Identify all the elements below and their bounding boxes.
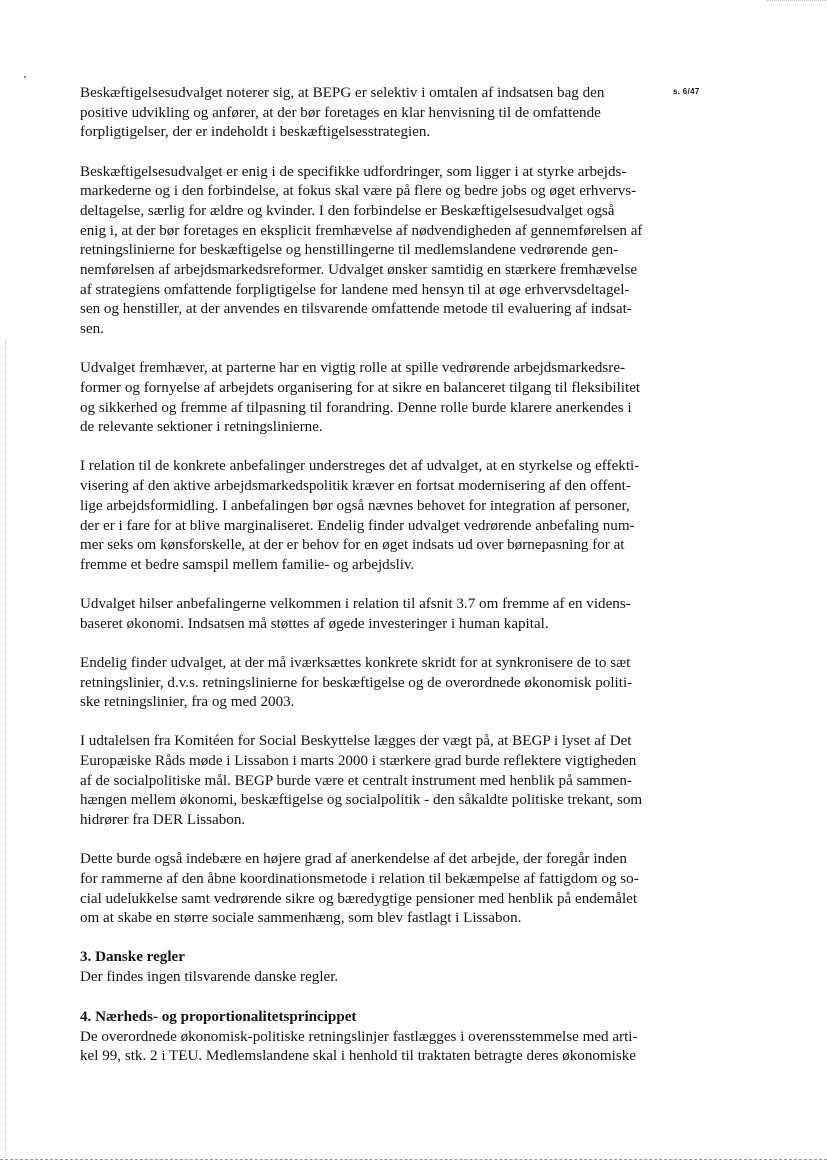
section-heading: 4. Nærheds- og proportionalitetsprincippet bbox=[80, 1008, 357, 1025]
paragraph: Dette burde også indebære en højere grad af anerkendelse af det arbejde, der foregår inden for rammerne af den åbne koordinationsmetode i relation til bekæmpelse af fattigdom og so- cial udelukkelse samt vedrørende sikre og bæredygtige pensioner med henblik på endemålet om at skabe en større sociale sammenhæng, som blev fastlagt i Lissabon. bbox=[80, 851, 639, 927]
scan-edge-line bbox=[0, 1159, 827, 1160]
section-body: Der findes ingen tilsvarende danske regler. bbox=[80, 969, 339, 986]
paragraph: Udvalget fremhæver, at parterne har en vigtig rolle at spille vedrørende arbejdsmarkedsre- former og fornyelse af arbejdets organisering for at sikre en balanceret tilgang til fleksibilitet og sikkerhed og fremme af tilpasning til forandring. Denne rolle burde klarere anerkendes i de relevante sektioner i retningslinierne. bbox=[80, 360, 641, 436]
paragraph: Udvalget hilser anbefalingerne velkommen i relation til afsnit 3.7 om fremme af en videns- baseret økonomi. Indsatsen må støttes af øgede investeringer i human kapital. bbox=[80, 596, 631, 632]
paragraph: I relation til de konkrete anbefalinger understreges det af udvalget, at en styrkelse og effekti- visering af den aktive arbejdsmarkedspolitik kræver en fortsat modernisering af den offent- lige arbejdsformidling. I anbefalingen bør også nævnes behovet for integration af personer, der er i fare for at blive marginaliseret. Endelig finder udvalget vedrørende anbefaling num- mer seks om kønsforskelle, at der er behov for en øget indsats ud over børnepasning for at fremme et bedre samspil mellem familie- og arbejdsliv. bbox=[80, 458, 640, 573]
paragraph: Beskæftigelsesudvalget noterer sig, at BEPG er selektiv i omtalen af indsatsen bag den positive udvikling og anfører, at der bør foretages en klar henvisning til de omfattende forpligtigelser, der er indeholdt i beskæftigelsesstrategien. bbox=[80, 85, 605, 141]
section-danske-regler bbox=[80, 948, 700, 987]
scan-artifact bbox=[767, 0, 827, 5]
scan-artifact bbox=[5, 340, 6, 1160]
page-number: s. 6/47 bbox=[673, 87, 700, 96]
document-body bbox=[80, 84, 700, 1087]
paragraph: Beskæftigelsesudvalget er enig i de specifikke udfordringer, som ligger i at styrke arbejds- markederne og i den forbindelse, at fokus skal være på flere og bedre jobs og øget erhvervs- deltagelse, særlig for ældre og kvinder. I den forbindelse er Beskæftigelsesudvalget også enig i, at der bør foretages en eksplicit fremhævelse af nødvendigheden af gennemførelsen af retningslinierne for beskæftigelse og henstillingerne til medlemslandene vedrørende gen- nemførelsen af arbejdsmarkedsreformer. Udvalget ønsker samtidig en stærkere fremhævelse af strategiens omfattende forpligtigelse for landene med hensyn til at øge erhvervsdeltagel- sen og henstiller, at der anvendes en tilsvarende omfattende metode til evaluering af indsat- sen. bbox=[80, 163, 643, 338]
paragraph: Endelig finder udvalget, at der må iværksættes konkrete skridt for at synkronisere de to sæt retningslinier, d.v.s. retningslinierne for beskæftigelse og de overordnede økonomisk politi- ske retningslinier, fra og med 2003. bbox=[80, 654, 633, 711]
scan-speck bbox=[24, 76, 26, 78]
paragraph: I udtalelsen fra Komitéen for Social Beskyttelse lægges der vægt på, at BEGP i lyset af Det Europæiske Råds møde i Lissabon i marts 2000 i stærkere grad burde reflektere vigtigheden af de socialpolitiske mål. BEGP burde være et centralt instrument med henblik på sammen- hængen mellem økonomi, beskæftigelse og socialpolitik - den såkaldte politiske trekant, som hidrører fra DER Lissabon. bbox=[80, 733, 643, 829]
section-naerhedsprincippet bbox=[80, 1008, 700, 1067]
section-heading: 3. Danske regler bbox=[80, 949, 185, 966]
section-body: De overordnede økonomisk-politiske retningslinjer fastlægges i overensstemmelse med arti- kel 99, stk. 2 i TEU. Medlemslandene skal i henhold til traktaten betragte deres økonomiske bbox=[80, 1028, 638, 1065]
